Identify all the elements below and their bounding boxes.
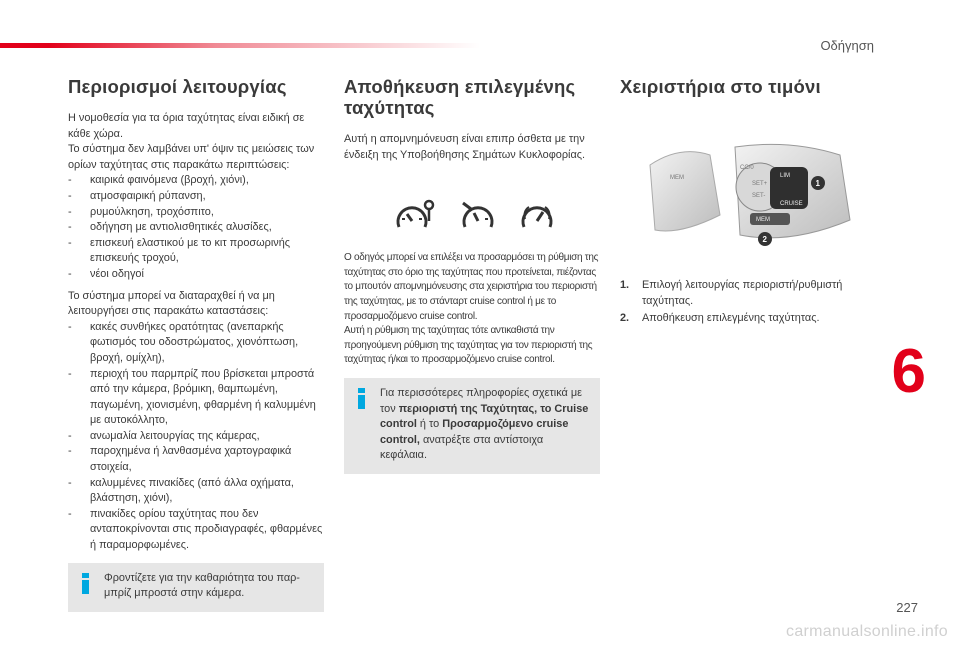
info-box-camera — [68, 563, 324, 612]
label-lim: LIM — [780, 173, 791, 179]
store-speed-intro: Αυτή η απομνημόνευση είναι επιπρ όσθετα με την ένδειξη της Υποβοήθησης Σημάτων Κυκλοφορίας. — [344, 133, 586, 161]
column-store-speed — [344, 76, 600, 474]
callout-2-label: 2 — [762, 235, 767, 244]
intro-paragraph-2: Το σύστημα δεν λαμβάνει υπ' όψιν τις μειώσεις των ορίων ταχύτητας στις παρακάτω περιπτώσεις: — [68, 143, 315, 171]
left-spoke — [650, 152, 720, 231]
controls-legend-list — [620, 278, 890, 327]
list-item: - οδήγηση με αντιολισθητικές αλυσίδες, — [68, 220, 324, 236]
speed-icons-row — [354, 199, 600, 233]
intro-paragraph-1: Η νομοθεσία για τα όρια ταχύτητας είναι ειδική σε κάθε χώρα. — [68, 112, 305, 140]
chapter-number: 6 — [891, 337, 926, 406]
label-set-plus: SET+ — [752, 181, 768, 187]
page-number: 227 — [896, 600, 918, 615]
list-item: - νέοι οδηγοί — [68, 267, 324, 283]
info-text-a: Για περισσότερες πληροφορίες σχετικά με τον — [380, 386, 582, 415]
list-item: - κακές συνθήκες ορατότητας (ανεπαρκής φωτισμός του οδοστρώματος, χιονόπτωση, βροχή, ομίχλη), — [68, 320, 324, 367]
label-mem: MEM — [756, 217, 770, 223]
callout-1-label: 1 — [815, 179, 820, 188]
speedometer-limit-icon — [457, 199, 497, 233]
info-text-b: περιοριστή της Ταχύτητας, το Cruise control — [380, 402, 589, 431]
heading-store-speed: Αποθήκευση επιλεγμένης ταχύτητας — [344, 76, 576, 118]
list-item: - περιοχή του παρμπρίζ που βρίσκεται μπροστά από την κάμερα, βρόμικη, θαμπωμένη, παγωμένη, χιονισμένη, φθαρμένη ή καλυμμένη με αυτοκόλλητο, — [68, 367, 324, 429]
info-icon — [82, 573, 90, 593]
heading-steering-controls: Χειριστήρια στο τιμόνι — [620, 76, 821, 97]
reduction-cases-list — [68, 173, 324, 282]
watermark: carmanualsonline.info — [786, 623, 948, 640]
info-icon — [358, 388, 366, 408]
info-text-d: Προσαρμοζόμενο cruise control, — [380, 418, 569, 446]
legend-item: 1. Επιλογή λειτουργίας περιοριστή/ρυθμιστή ταχύτητας. — [620, 279, 843, 307]
info-text-e: ανατρέξτε στα αντίστοιχα κεφάλαια. — [380, 433, 544, 462]
info-box-references — [344, 378, 600, 474]
list-item: - ρυμούλκηση, τροχόσπιτο, — [68, 205, 324, 221]
list-item: - ατμοσφαιρική ρύπανση, — [68, 189, 324, 205]
legend-item: 2. Αποθήκευση επιλεγμένης ταχύτητας. — [620, 312, 820, 325]
list-item: - επισκευή ελαστικού με το κιτ προσωρινής επισκευής τροχού, — [68, 236, 324, 267]
store-speed-description — [344, 251, 600, 368]
info-text: Φροντίζετε για την καθαριότητα του παρ-μπρίζ μπροστά στην κάμερα. — [104, 571, 300, 600]
list-item: - ανωμαλία λειτουργίας της κάμερας, — [68, 429, 324, 445]
heading-operating-limits: Περιορισμοί λειτουργίας — [68, 76, 287, 97]
disturbance-paragraph: Το σύστημα μπορεί να διαταραχθεί ή να μη λειτουργήσει στις παρακάτω καταστάσεις: — [68, 289, 275, 318]
section-title: Οδήγηση — [820, 38, 874, 53]
list-item: - καλυμμένες πινακίδες (από άλλα οχήματα, βλάστηση, χιόνι), — [68, 476, 324, 507]
column-steering-controls — [620, 76, 890, 329]
label-mem-left: MEM — [670, 175, 684, 181]
label-cc: CC/0 — [740, 165, 754, 171]
label-set-minus: SET- — [752, 193, 766, 199]
speedometer-cruise-icon — [519, 199, 559, 233]
column-operating-limits — [68, 76, 324, 612]
list-item: - καιρικά φαινόμενα (βροχή, χιόνι), — [68, 173, 324, 189]
list-item: - παροχημένα ή λανθασμένα χαρτογραφικά στοιχεία, — [68, 444, 324, 475]
steering-wheel-controls-illustration — [640, 135, 860, 253]
header-accent-bar — [0, 43, 480, 48]
description-paragraph-1: Ο οδηγός μπορεί να επιλέξει να προσαρμόσει τη ρύθμιση της ταχύτητας στο όριο της ταχύτητας που προτείνεται, πιέζοντας το μπουτόν απομνημόνευσης στα χειριστήρια του περιοριστή της ταχύτητας, με το στάνταρτ cruise control ή με το προσαρμοζόμενο cruise control. — [344, 252, 599, 322]
speedometer-pin-icon — [395, 199, 435, 233]
disturbance-cases-list — [68, 320, 324, 554]
description-paragraph-2: Αυτή η ρύθμιση της ταχύτητας τότε αντικαθιστά την προηγούμενη ρύθμιση της ταχύτητας για τον περιοριστή της ταχύτητας ή/και το προσαρμοζόμενο cruise control. — [344, 325, 593, 366]
info-text-c: ή το — [416, 418, 443, 431]
label-cruise: CRUISE — [780, 201, 803, 207]
list-item: - πινακίδες ορίου ταχύτητας που δεν ανταποκρίνονται στις προδιαγραφές, φθαρμένες ή παραμορφωμένες. — [68, 507, 324, 554]
